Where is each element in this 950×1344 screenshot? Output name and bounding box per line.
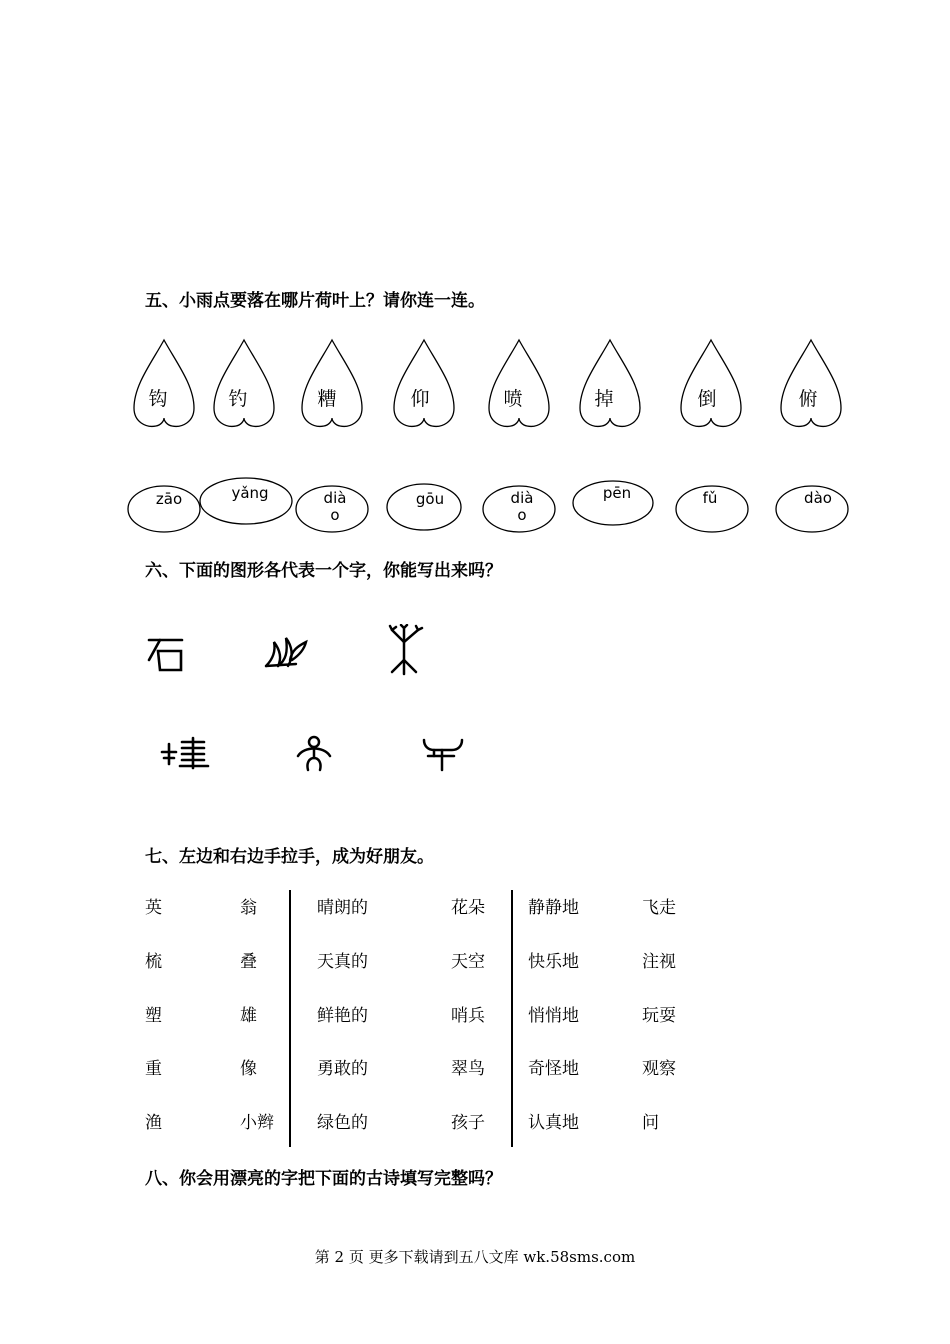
match-item: 认真地	[528, 1113, 579, 1133]
match-item: 晴朗的	[317, 898, 368, 918]
column-divider-2	[511, 890, 513, 1147]
page-footer: 第 2 页 更多下载请到五八文库 wk.58sms.com	[314, 1248, 636, 1266]
match-item: 鲜艳的	[317, 1006, 368, 1026]
pinyin-3: diào	[323, 489, 347, 524]
ancient-glyph-ox-icon	[418, 736, 468, 778]
raindrop-char-1: 钩	[148, 388, 168, 410]
pinyin-8: dào	[804, 489, 832, 507]
match-item: 英	[145, 898, 162, 918]
pinyin-4: gōu	[415, 490, 445, 508]
match-item: 翠鸟	[451, 1059, 485, 1079]
match-item: 叠	[240, 952, 257, 972]
match-item: 花朵	[451, 898, 485, 918]
match-item: 悄悄地	[528, 1006, 579, 1026]
match-item: 静静地	[528, 898, 579, 918]
raindrop-char-3: 糟	[317, 388, 337, 410]
match-item: 像	[240, 1059, 257, 1079]
match-item: 天空	[451, 952, 485, 972]
match-item: 塑	[145, 1006, 162, 1026]
match-item: 勇敢的	[317, 1059, 368, 1079]
match-item: 重	[145, 1059, 162, 1079]
ancient-glyph-character-icon	[160, 736, 212, 770]
column-divider-1	[289, 890, 291, 1147]
ancient-glyph-grass-icon	[262, 630, 310, 672]
pinyin-5: diào	[510, 489, 534, 524]
raindrop-char-4: 仰	[410, 388, 430, 410]
match-item: 问	[642, 1113, 659, 1133]
section6-title: 六、下面的图形各代表一个字，你能写出来吗？	[145, 561, 502, 581]
match-item: 小辫	[240, 1113, 274, 1133]
match-item: 翁	[240, 898, 257, 918]
section8-title: 八、你会用漂亮的字把下面的古诗填写完整吗？	[145, 1169, 502, 1189]
pinyin-2: yǎng	[231, 484, 269, 502]
pinyin-7: fǔ	[702, 489, 718, 507]
pinyin-6: pēn	[602, 484, 632, 502]
match-item: 梳	[145, 952, 162, 972]
match-item: 观察	[642, 1059, 676, 1079]
raindrop-char-5: 喷	[503, 388, 523, 410]
match-item: 哨兵	[451, 1006, 485, 1026]
section5-title: 五、小雨点要落在哪片荷叶上？请你连一连。	[145, 291, 485, 311]
match-item: 孩子	[451, 1113, 485, 1133]
match-item: 飞走	[642, 898, 676, 918]
pinyin-1: zāo	[155, 490, 183, 508]
match-item: 天真的	[317, 952, 368, 972]
match-item: 注视	[642, 952, 676, 972]
section7-title: 七、左边和右边手拉手，成为好朋友。	[145, 847, 434, 867]
ancient-glyph-person-icon	[294, 734, 334, 774]
match-item: 快乐地	[528, 952, 579, 972]
ancient-glyph-stone-icon	[146, 632, 188, 674]
raindrop-char-6: 掉	[594, 388, 614, 410]
raindrop-char-7: 倒	[697, 388, 717, 410]
match-item: 绿色的	[317, 1113, 368, 1133]
raindrop-char-8: 俯	[798, 388, 818, 410]
raindrop-char-2: 钓	[228, 388, 248, 410]
match-item: 奇怪地	[528, 1059, 579, 1079]
match-item: 渔	[145, 1113, 162, 1133]
match-item: 玩耍	[642, 1006, 676, 1026]
match-item: 雄	[240, 1006, 257, 1026]
ancient-glyph-tree-icon	[384, 624, 426, 676]
